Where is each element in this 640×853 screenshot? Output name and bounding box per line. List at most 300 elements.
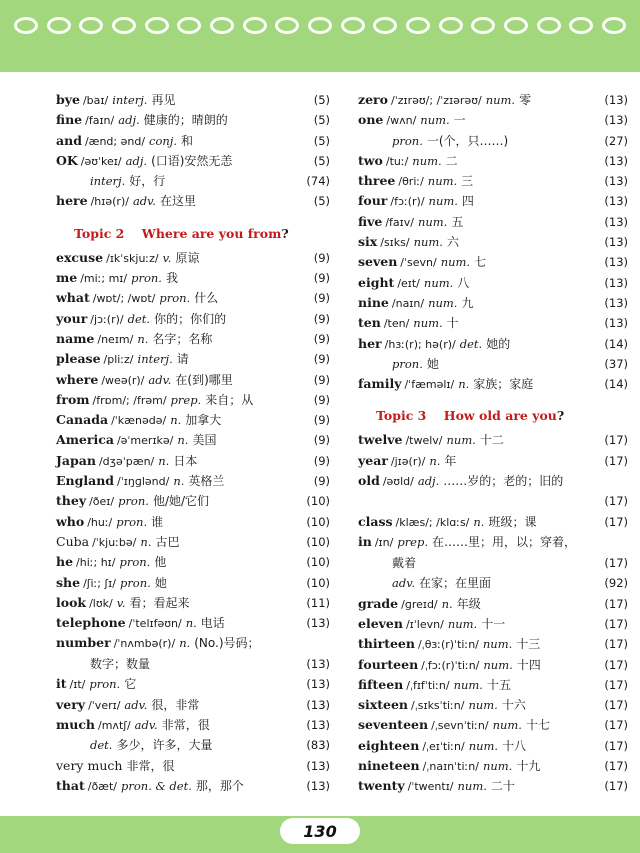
ring-ornament-icon xyxy=(569,17,593,34)
vocab-entry xyxy=(358,736,628,756)
page-reference: (11) xyxy=(306,595,330,610)
part-of-speech: pron. xyxy=(392,356,423,371)
part-of-speech: num. xyxy=(492,718,522,733)
chinese-meaning: (口语)安然无恙 xyxy=(151,153,233,168)
vocab-entry xyxy=(56,593,330,613)
chinese-meaning: 多少，许多，大量 xyxy=(116,738,213,753)
vocab-entry xyxy=(358,756,628,776)
phonetic: /hɜː(r); hə(r)/ xyxy=(384,337,456,351)
entry-lead xyxy=(56,635,260,650)
vocab-entry xyxy=(358,354,628,374)
entry-lead xyxy=(56,697,199,712)
vocab-entry xyxy=(358,715,628,735)
chinese-meaning: 她 xyxy=(154,575,167,590)
chinese-meaning: 非常，很 xyxy=(126,758,175,773)
page-reference: (13) xyxy=(604,275,628,290)
chinese-meaning: 班级；课 xyxy=(488,515,537,530)
headword: bye xyxy=(56,92,80,107)
phonetic: /ˈzɪrəʊ/; /ˈzɪərəʊ/ xyxy=(390,94,482,107)
ring-ornament-icon xyxy=(504,17,528,34)
phonetic: /tuː/ xyxy=(385,154,409,168)
phonetic: /ˈverɪ/ xyxy=(88,698,121,712)
page-reference: (13) xyxy=(604,93,628,107)
page-reference: (10) xyxy=(306,494,330,509)
part-of-speech: num. xyxy=(447,616,478,631)
headword: Cuba xyxy=(56,533,90,549)
headword: from xyxy=(56,391,90,407)
headword: eight xyxy=(358,274,395,290)
ring-ornament-icon xyxy=(406,17,430,34)
chinese-meaning: (No.)号码； xyxy=(194,636,260,651)
part-of-speech: conj. xyxy=(149,133,178,148)
headword: your xyxy=(56,310,88,326)
page-reference: (13) xyxy=(306,718,330,733)
entry-lead xyxy=(56,193,196,208)
chinese-meaning: 十三 xyxy=(516,637,541,652)
chinese-meaning: 十一 xyxy=(481,616,506,631)
page-reference: (13) xyxy=(306,758,330,773)
phonetic: /ðæt/ xyxy=(87,779,118,793)
chinese-meaning: 她的 xyxy=(486,336,511,351)
phonetic: /ten/ xyxy=(383,317,410,331)
headword: fourteen xyxy=(358,656,419,672)
chinese-meaning: 十八 xyxy=(502,738,527,753)
page-reference: (13) xyxy=(604,153,628,168)
part-of-speech: det. xyxy=(90,738,113,753)
phonetic: /miː; mɪ/ xyxy=(80,272,128,286)
part-of-speech: num. xyxy=(457,779,487,794)
phonetic: /ʃiː; ʃɪ/ xyxy=(83,576,116,590)
headword: seventeen xyxy=(358,717,429,733)
chinese-meaning: 很，非常 xyxy=(151,697,200,712)
entry-lead xyxy=(56,595,190,610)
vocab-entry xyxy=(56,532,330,552)
headword: that xyxy=(56,777,85,793)
part-of-speech: pron. xyxy=(119,575,151,590)
vocab-entry xyxy=(358,776,628,796)
entry-lead xyxy=(56,112,228,127)
chinese-meaning: 再见 xyxy=(151,93,176,107)
page-reference: (9) xyxy=(313,453,330,468)
vocab-entry xyxy=(358,191,628,211)
chinese-meaning: 电话 xyxy=(200,616,225,631)
vocab-entry xyxy=(56,309,330,329)
vocab-entry xyxy=(56,756,330,776)
entry-lead xyxy=(86,737,212,752)
headword: much xyxy=(56,717,96,733)
part-of-speech: interj. xyxy=(90,174,126,189)
page-reference: (92) xyxy=(604,576,628,591)
chinese-meaning: 十二 xyxy=(479,433,504,448)
chinese-meaning: 日本 xyxy=(173,453,198,468)
entry-lead xyxy=(358,697,526,712)
chinese-meaning: 和 xyxy=(181,133,194,148)
entry-lead xyxy=(358,596,481,611)
headword: seven xyxy=(358,254,398,270)
vocab-entry xyxy=(56,735,330,755)
chinese-meaning: 十七 xyxy=(525,718,550,733)
part-of-speech: adv. xyxy=(124,697,148,712)
vocab-entry xyxy=(358,171,628,191)
part-of-speech: num. xyxy=(468,698,498,713)
entry-lead xyxy=(56,290,218,305)
part-of-speech: n. xyxy=(158,453,170,468)
part-of-speech: interj. xyxy=(137,352,173,367)
page-reference: (9) xyxy=(313,433,330,448)
page-reference: (5) xyxy=(313,113,330,128)
vocab-group xyxy=(56,248,330,796)
ring-ornament-icon xyxy=(243,17,267,34)
part-of-speech: num. xyxy=(482,637,513,652)
part-of-speech: prep. xyxy=(170,392,202,407)
entry-lead xyxy=(388,575,491,590)
page-reference: (5) xyxy=(313,93,330,107)
part-of-speech: det. xyxy=(459,336,483,351)
page-reference: (37) xyxy=(604,356,628,371)
entry-lead xyxy=(388,356,439,371)
headword: three xyxy=(358,173,396,189)
headword: Canada xyxy=(56,412,109,428)
page-reference: (9) xyxy=(313,250,330,265)
vocab-entry xyxy=(56,390,330,410)
part-of-speech: pron. xyxy=(392,133,423,148)
chinese-meaning: 二 xyxy=(445,153,458,168)
chinese-meaning: 四 xyxy=(461,194,474,209)
chinese-meaning: 十四 xyxy=(516,657,541,672)
chinese-meaning: 在……里；用，以；穿着， xyxy=(432,535,577,550)
chinese-meaning: 请 xyxy=(176,352,189,367)
entry-lead xyxy=(56,778,244,793)
vocab-entry xyxy=(358,232,628,252)
headword: grade xyxy=(358,595,399,611)
headword: very xyxy=(56,696,86,712)
ring-ornament-icon xyxy=(275,17,299,34)
headword: thirteen xyxy=(358,636,415,652)
page-reference: (17) xyxy=(604,759,628,774)
chinese-meaning: 那，那个 xyxy=(195,778,244,793)
topic-label: Topic 2 xyxy=(74,225,125,241)
entry-lead xyxy=(56,453,197,468)
headword: ten xyxy=(358,315,381,331)
chinese-meaning: 加拿大 xyxy=(185,413,222,428)
entry-lead xyxy=(358,275,469,290)
chinese-meaning: 三 xyxy=(461,174,474,189)
page-reference: (13) xyxy=(604,194,628,209)
part-of-speech: adv. xyxy=(148,372,172,387)
phonetic: /eɪt/ xyxy=(397,276,420,290)
topic-question-mark: ? xyxy=(281,225,289,241)
headword: America xyxy=(56,432,114,448)
page-reference: (17) xyxy=(604,657,628,672)
part-of-speech: adv. xyxy=(132,194,156,209)
part-of-speech: num. xyxy=(412,153,442,168)
entry-lead xyxy=(358,295,473,310)
phonetic: /naɪn/ xyxy=(391,296,425,310)
phonetic: /huː/ xyxy=(87,515,113,529)
headword: excuse xyxy=(56,249,104,265)
vocab-entry xyxy=(358,110,628,130)
headword: nine xyxy=(358,294,389,310)
page-reference: (13) xyxy=(604,235,628,250)
phonetic: /jɔː(r)/ xyxy=(90,312,124,326)
page-reference: (17) xyxy=(604,494,628,509)
headword: class xyxy=(358,514,393,530)
vocab-entry xyxy=(56,471,330,491)
phonetic: /ˌθɜː(r)ˈtiːn/ xyxy=(417,638,479,652)
chinese-meaning: 英格兰 xyxy=(188,474,225,489)
page-reference: (9) xyxy=(313,413,330,428)
headword: twenty xyxy=(358,778,405,794)
vocab-entry xyxy=(56,633,330,674)
vocab-entry xyxy=(358,451,628,471)
ring-ornament-icon xyxy=(341,17,365,34)
entry-lead xyxy=(358,234,459,249)
vocab-entry xyxy=(358,471,628,512)
page-reference: (9) xyxy=(313,392,330,407)
ring-ornament-icon xyxy=(602,17,626,34)
headword: two xyxy=(358,152,383,168)
chinese-meaning: 名字；名称 xyxy=(152,331,213,346)
page-reference: (83) xyxy=(306,738,330,753)
part-of-speech: n. xyxy=(137,331,149,346)
chinese-meaning: 它 xyxy=(124,677,137,692)
entry-lead xyxy=(358,534,576,549)
headword: number xyxy=(56,635,111,651)
vocab-entry xyxy=(56,512,330,532)
phonetic: /ˈkjuːbə/ xyxy=(92,535,137,549)
part-of-speech: num. xyxy=(453,677,483,692)
vocab-entry xyxy=(358,634,628,654)
entry-lead xyxy=(56,153,232,168)
vocab-entry xyxy=(358,90,628,110)
page-reference: (10) xyxy=(306,555,330,570)
vocab-entry xyxy=(358,313,628,333)
headword: eighteen xyxy=(358,737,420,753)
phonetic: /ˌsɪksˈtiːn/ xyxy=(411,699,465,713)
vocab-entry xyxy=(56,695,330,715)
vocab-entry xyxy=(56,248,330,268)
page-reference: (5) xyxy=(313,153,330,168)
entry-lead xyxy=(358,717,550,732)
page-reference: (17) xyxy=(604,779,628,794)
entry-lead xyxy=(56,270,178,285)
chinese-meaning: 家族；家庭 xyxy=(473,377,534,392)
headword: six xyxy=(358,234,378,250)
entry-lead xyxy=(56,514,163,529)
chinese-meaning: 七 xyxy=(474,255,487,270)
part-of-speech: pron. & det. xyxy=(121,778,192,793)
phonetic: /ˈkænədə/ xyxy=(111,414,167,428)
vocab-entry xyxy=(358,655,628,675)
part-of-speech: num. xyxy=(428,194,458,209)
entry-lead xyxy=(56,432,216,447)
phonetic: /əˈmerɪkə/ xyxy=(116,434,174,448)
headword: fine xyxy=(56,112,83,128)
phonetic: /lʊk/ xyxy=(89,596,113,610)
chinese-meaning: 一(个，只……) xyxy=(426,133,509,148)
part-of-speech: num. xyxy=(485,93,516,107)
phonetic: /ˈsevn/ xyxy=(400,256,437,270)
page-reference: (17) xyxy=(604,515,628,530)
entry-lead xyxy=(358,738,526,753)
part-of-speech: n. xyxy=(473,515,485,530)
phonetic: /pliːz/ xyxy=(103,353,134,367)
chinese-meaning: 美国 xyxy=(192,433,217,448)
chinese-meaning: 好，行 xyxy=(129,174,166,189)
vocab-entry xyxy=(56,288,330,308)
page-reference: (17) xyxy=(604,718,628,733)
vocab-entry xyxy=(56,776,330,796)
entry-lead xyxy=(358,336,510,351)
entry-lead xyxy=(358,254,486,269)
headword: zero xyxy=(358,92,388,107)
part-of-speech: det. xyxy=(127,311,151,326)
topic-heading xyxy=(56,212,330,248)
chinese-meaning: 她 xyxy=(426,356,439,371)
headword: nineteen xyxy=(358,758,420,774)
part-of-speech: num. xyxy=(483,657,513,672)
page-reference: (5) xyxy=(313,194,330,209)
headword: twelve xyxy=(358,432,403,448)
phonetic: /klæs/; /klɑːs/ xyxy=(395,516,470,530)
vocab-group xyxy=(358,430,628,796)
part-of-speech: n. xyxy=(177,433,189,448)
headword: England xyxy=(56,473,115,489)
chinese-meaning: 看；看起来 xyxy=(129,595,190,610)
headword: five xyxy=(358,213,383,229)
chinese-meaning: 他 xyxy=(154,555,167,570)
phonetic: /frɒm/; /frəm/ xyxy=(92,393,167,407)
entry-lead xyxy=(358,657,541,672)
entry-lead xyxy=(358,153,458,168)
phonetic: /wɒt/; /wɒt/ xyxy=(92,292,156,306)
vocab-entry xyxy=(56,268,330,288)
ring-ornament-icon xyxy=(177,17,201,34)
phonetic: /faɪn/ xyxy=(85,114,115,128)
part-of-speech: num. xyxy=(413,316,443,331)
page-reference: (17) xyxy=(604,637,628,652)
page-reference: (17) xyxy=(604,433,628,448)
phonetic: /ˈtelɪfəʊn/ xyxy=(128,617,182,631)
page-reference: (10) xyxy=(306,575,330,590)
entry-lead xyxy=(358,376,533,391)
phonetic: /θriː/ xyxy=(398,175,424,189)
entry-lead xyxy=(56,351,189,366)
page-reference: (17) xyxy=(604,616,628,631)
chinese-meaning-continued: 数字；数量 xyxy=(90,656,151,671)
vocab-entry xyxy=(56,573,330,593)
chinese-meaning-continued: 戴着 xyxy=(392,555,417,570)
page-reference: (13) xyxy=(306,656,330,671)
page-reference: (17) xyxy=(604,738,628,753)
phonetic: /sɪks/ xyxy=(380,236,410,250)
vocab-entry xyxy=(358,334,628,354)
page-reference: (13) xyxy=(306,697,330,712)
chinese-meaning: 在家；在里面 xyxy=(419,576,492,591)
entry-lead xyxy=(56,331,212,346)
phonetic: /əʊld/ xyxy=(382,475,414,489)
vocab-entry xyxy=(56,110,330,130)
vocab-entry xyxy=(56,491,330,511)
phonetic: /ˌfɔː(r)ˈtiːn/ xyxy=(421,658,480,672)
vocab-entry xyxy=(358,695,628,715)
vocab-entry xyxy=(56,430,330,450)
entry-lead xyxy=(56,412,221,427)
phonetic: /ˈtwentɪ/ xyxy=(407,780,454,794)
vocab-entry xyxy=(358,573,628,593)
chinese-meaning: 健康的；晴朗的 xyxy=(143,113,228,128)
headword: year xyxy=(358,452,388,468)
page-reference: (17) xyxy=(604,698,628,713)
part-of-speech: interj. xyxy=(112,93,148,107)
page-reference: (14) xyxy=(604,336,628,351)
topic-title: How old are you xyxy=(443,408,557,424)
chinese-meaning: 年级 xyxy=(456,596,481,611)
vocab-entry xyxy=(56,191,330,211)
headword: she xyxy=(56,574,81,590)
entry-lead xyxy=(56,575,167,590)
entry-lead xyxy=(358,214,463,229)
page-reference: (9) xyxy=(313,331,330,346)
part-of-speech: num. xyxy=(468,738,499,753)
phonetic: /ˈɪŋɡlənd/ xyxy=(117,475,170,489)
chinese-meaning: 谁 xyxy=(151,514,164,529)
headword: what xyxy=(56,290,90,306)
chinese-meaning: 年 xyxy=(444,453,457,468)
vocab-entry xyxy=(56,349,330,369)
entry-lead xyxy=(56,493,209,508)
part-of-speech: prep. xyxy=(397,535,429,550)
vocab-entry xyxy=(358,212,628,232)
headword: who xyxy=(56,513,85,529)
page-reference: (5) xyxy=(313,133,330,148)
headword: me xyxy=(56,270,78,286)
vocab-entry xyxy=(358,675,628,695)
phonetic: /twelv/ xyxy=(405,434,443,448)
headword: Japan xyxy=(56,452,96,468)
part-of-speech: pron. xyxy=(131,271,162,286)
ring-ornament-icon xyxy=(308,17,332,34)
page-reference: (9) xyxy=(313,352,330,367)
headword: he xyxy=(56,554,74,570)
part-of-speech: v. xyxy=(162,250,172,265)
part-of-speech: adv. xyxy=(134,718,158,733)
right-column xyxy=(358,90,628,797)
part-of-speech: n. xyxy=(173,474,185,489)
headword: sixteen xyxy=(358,697,409,713)
headword: name xyxy=(56,330,95,346)
entry-lead xyxy=(56,615,225,630)
phonetic: /ɡreɪd/ xyxy=(401,597,438,611)
vocab-entry xyxy=(358,293,628,313)
page-reference: (17) xyxy=(604,677,628,692)
chinese-meaning: 八 xyxy=(457,275,470,290)
entry-lead xyxy=(56,473,224,488)
page-reference: (9) xyxy=(313,474,330,489)
left-column xyxy=(56,90,330,796)
vocab-entry xyxy=(358,512,628,532)
part-of-speech: num. xyxy=(423,275,454,290)
entry-lead xyxy=(388,133,508,148)
chinese-meaning: 古巴 xyxy=(155,534,180,549)
part-of-speech: pron. xyxy=(89,677,121,692)
page-reference: (17) xyxy=(604,596,628,611)
entry-lead xyxy=(358,778,515,793)
phonetic: /əʊˈkeɪ/ xyxy=(80,154,122,168)
page-reference: (13) xyxy=(306,616,330,631)
part-of-speech: adv. xyxy=(392,576,416,591)
entry-lead xyxy=(56,372,233,387)
